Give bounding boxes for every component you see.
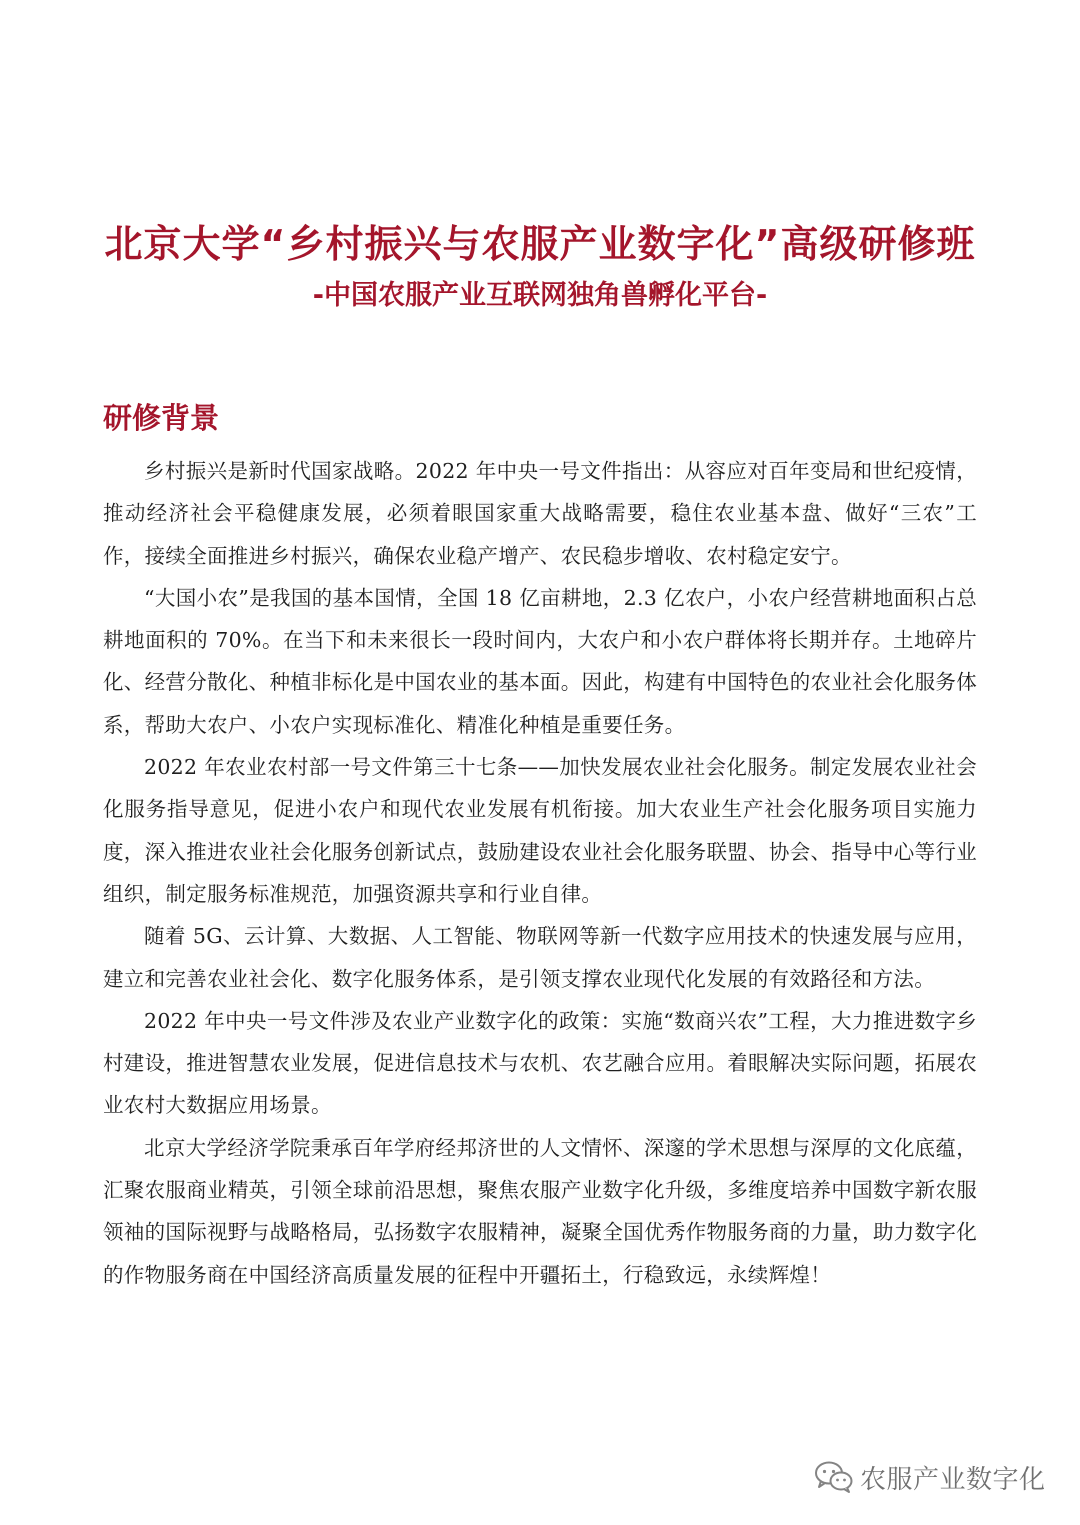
page-subtitle: -中国农服产业互联网独角兽孵化平台- — [312, 280, 768, 311]
paragraph: 随着 5G、云计算、大数据、人工智能、物联网等新一代数字应用技术的快速发展与应用，建立和完善农业社会化、数字化服务体系，是引领支撑农业现代化发展的有效路径和方法。 — [103, 924, 977, 991]
paragraph: 乡村振兴是新时代国家战略。2022 年中央一号文件指出：从容应对百年变局和世纪疫情，推动经济社会平稳健康发展，必须着眼国家重大战略需要，稳住农业基本盘、做好“三农”工作，接续全面推进乡村振兴，确保农业稳产增产、农民稳步增收、农村稳定安宁。 — [103, 459, 977, 568]
paragraph: 2022 年中央一号文件涉及农业产业数字化的政策：实施“数商兴农”工程，大力推进数字乡村建设，推进智慧农业发展，促进信息技术与农机、农艺融合应用。着眼解决实际问题，拓展农业农村大数据应用场景。 — [103, 1008, 977, 1118]
wechat-icon — [814, 1460, 854, 1494]
section-heading: 研修背景 — [103, 401, 220, 435]
paragraph: “大国小农”是我国的基本国情，全国 18 亿亩耕地，2.3 亿农户，小农户经营耕地面积占总耕地面积的 70%。在当下和未来很长一段时间内，大农户和小农户群体将长期并存。土地碎片化、经营分散化、种植非标化是中国农业的基本面。因此，构建有中国特色的农业社会化服务体系，帮助大农户、小农户实现标准化、精准化种植是重要任务。 — [103, 585, 977, 737]
page-title: 北京大学“乡村振兴与农服产业数字化”高级研修班 — [104, 222, 976, 266]
watermark — [814, 1455, 1046, 1499]
watermark-text: 农服产业数字化 — [860, 1464, 1046, 1495]
paragraph: 2022 年农业农村部一号文件第三十七条——加快发展农业社会化服务。制定发展农业社会化服务指导意见，促进小农户和现代农业发展有机衔接。加大农业生产社会化服务项目实施力度，深入推进农业社会化服务创新试点，鼓励建设农业社会化服务联盟、协会、指导中心等行业组织，制定服务标准规范，加强资源共享和行业自律。 — [103, 755, 977, 906]
paragraph: 北京大学经济学院秉承百年学府经邦济世的人文情怀、深邃的学术思想与深厚的文化底蕴，汇聚农服商业精英，引领全球前沿思想，聚焦农服产业数字化升级，多维度培养中国数字新农服领袖的国际视野与战略格局，弘扬数字农服精神，凝聚全国优秀作物服务商的力量，助力数字化的作物服务商在中国经济高质量发展的征程中开疆拓土，行稳致远，永续辉煌！ — [103, 1135, 977, 1287]
section-body — [103, 450, 977, 1296]
